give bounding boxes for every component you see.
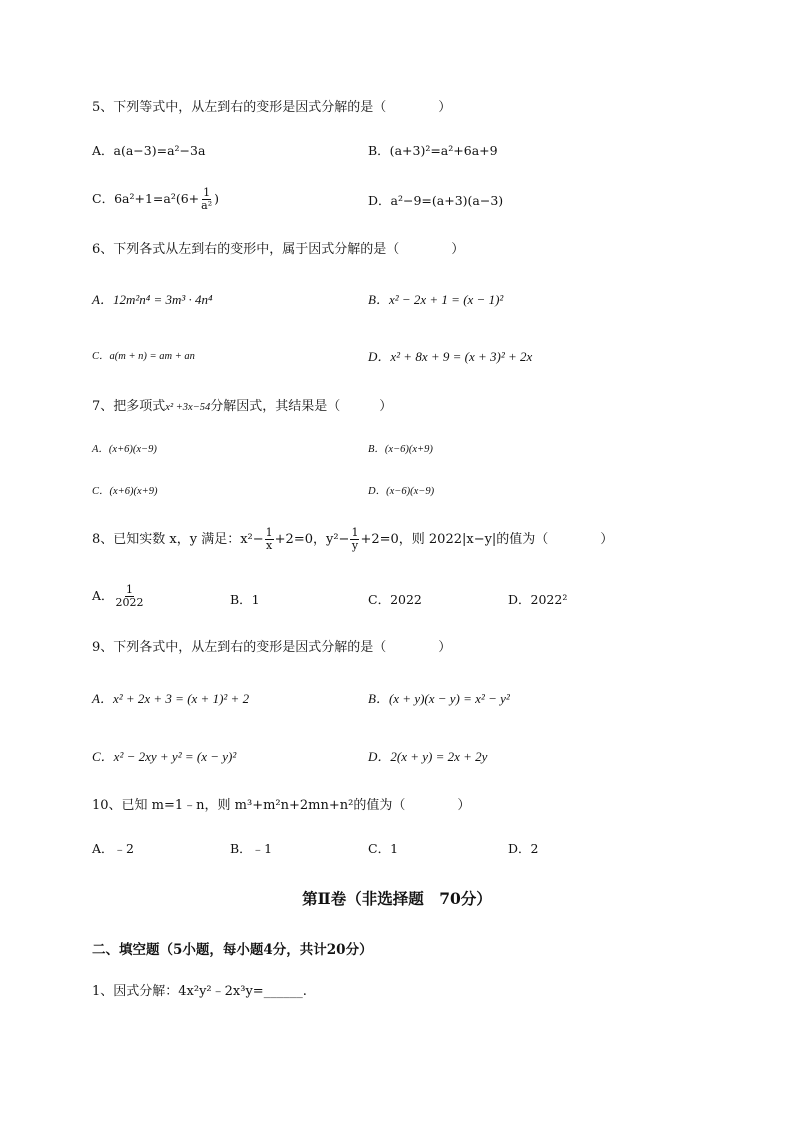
fraction-denominator: a² bbox=[201, 199, 213, 212]
question-5-option-a: A．a(a−3)=a²−3a bbox=[92, 143, 206, 158]
question-8-fraction-2 bbox=[350, 527, 359, 552]
question-5-option-c-prefix: C．6a²+1=a²(6+ bbox=[92, 191, 200, 206]
question-8-option-c: C．2022 bbox=[368, 592, 422, 607]
question-10-option-a: A．﹣2 bbox=[92, 841, 134, 856]
question-7-option-c: C．(x+6)(x+9) bbox=[92, 486, 158, 497]
question-6-option-b: B．x² − 2x + 1 = (x − 1)² bbox=[368, 292, 504, 307]
question-5-option-b: B．(a+3)²=a²+6a+9 bbox=[368, 143, 498, 158]
question-9-option-b: B．(x + y)(x − y) = x² − y² bbox=[368, 691, 510, 706]
question-8-option-a-fraction bbox=[115, 584, 145, 609]
fraction-denominator: 2022 bbox=[115, 596, 144, 609]
question-7-option-d: D．(x−6)(x−9) bbox=[368, 486, 435, 497]
question-6-option-a: A．12m²n⁴ = 3m³ · 4n⁴ bbox=[92, 292, 213, 307]
question-9-option-d: D．2(x + y) = 2x + 2y bbox=[368, 749, 488, 764]
question-5-option-c-suffix: ) bbox=[214, 191, 220, 206]
fraction-denominator: x bbox=[266, 539, 273, 552]
question-7-stem bbox=[92, 397, 392, 418]
question-5-option-d: D．a²−9=(a+3)(a−3) bbox=[368, 193, 504, 208]
fraction-numerator: 1 bbox=[265, 526, 273, 539]
question-8-stem-part1: 8、已知实数 x，y 满足：x²− bbox=[92, 532, 264, 547]
section-title: 第Ⅱ卷（非选择题 70分） bbox=[302, 889, 492, 908]
question-6-stem: 6、下列各式从左到右的变形中，属于因式分解的是（ ） bbox=[92, 242, 465, 257]
fill-question-1: 1、因式分解：4x²y²﹣2x³y=______. bbox=[92, 984, 307, 999]
question-7-option-a: A．(x+6)(x−9) bbox=[92, 444, 157, 455]
question-8-option-a bbox=[92, 584, 146, 609]
question-7-option-b: B．(x−6)(x+9) bbox=[368, 444, 433, 455]
question-8-fraction-1 bbox=[265, 527, 274, 552]
section-subtitle: 二、填空题（5小题，每小题4分，共计20分） bbox=[92, 942, 373, 958]
question-9-stem: 9、下列各式中，从左到右的变形是因式分解的是（ ） bbox=[92, 640, 452, 655]
fraction-numerator: 1 bbox=[126, 583, 134, 596]
question-5-stem: 5、下列等式中，从左到右的变形是因式分解的是（ ） bbox=[92, 100, 452, 115]
question-7-stem-suffix: 分解因式，其结果是（ ） bbox=[210, 399, 393, 414]
question-8-stem bbox=[92, 527, 613, 552]
fraction-denominator: y bbox=[351, 539, 359, 552]
question-10-option-b: B．﹣1 bbox=[230, 841, 273, 856]
question-6-option-c: C．a(m + n) = am + an bbox=[92, 351, 195, 362]
question-6-option-d: D．x² + 8x + 9 = (x + 3)² + 2x bbox=[368, 349, 533, 364]
fraction-numerator: 1 bbox=[351, 526, 359, 539]
question-8-option-a-prefix: A． bbox=[92, 588, 114, 603]
question-8-option-b: B．1 bbox=[230, 592, 260, 607]
question-10-option-d: D．2 bbox=[508, 841, 539, 856]
question-8-option-d: D．2022² bbox=[508, 592, 568, 607]
question-8-stem-part2: +2=0，y²− bbox=[274, 532, 350, 547]
question-10-stem: 10、已知 m=1﹣n，则 m³+m²n+2mn+n²的值为（ ） bbox=[92, 798, 471, 813]
question-9-option-a: A．x² + 2x + 3 = (x + 1)² + 2 bbox=[92, 691, 250, 706]
question-9-option-c: C．x² − 2xy + y² = (x − y)² bbox=[92, 749, 237, 764]
question-7-stem-prefix: 7、把多项式 bbox=[92, 399, 166, 414]
fraction-numerator: 1 bbox=[203, 186, 211, 199]
question-5-option-c bbox=[92, 187, 219, 212]
question-10-option-c: C．1 bbox=[368, 841, 399, 856]
question-7-polynomial: x² +3x−54 bbox=[165, 402, 211, 413]
question-8-stem-part3: +2=0，则 2022|x−y|的值为（ ） bbox=[360, 532, 614, 547]
question-5-option-c-fraction bbox=[200, 187, 213, 212]
